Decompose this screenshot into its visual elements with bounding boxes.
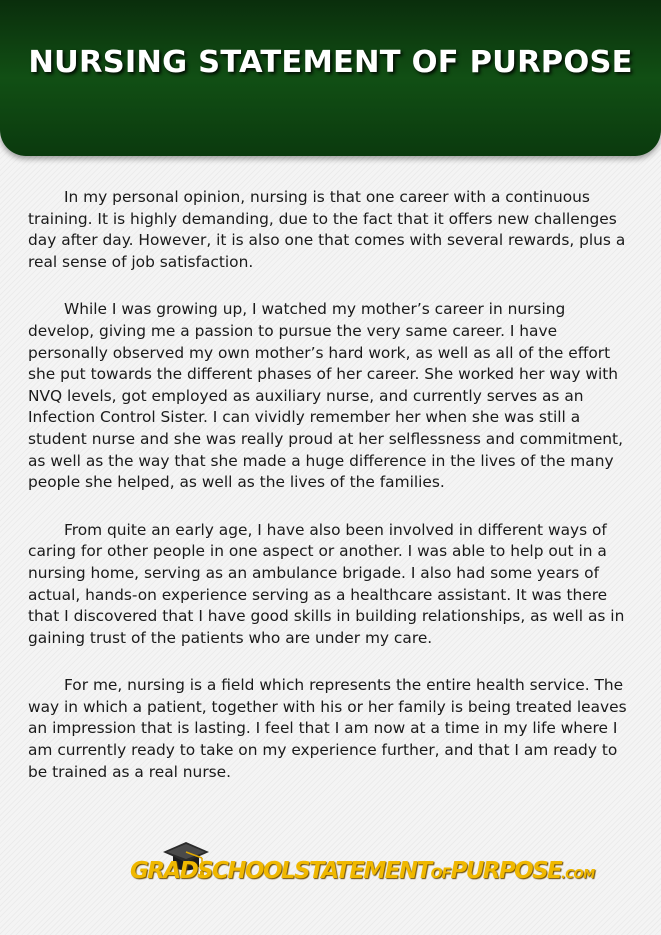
paragraph: From quite an early age, I have also been involved in different ways of caring for other people in one aspect or another. I was able to help out in a nursing home, serving as an ambulance brigade. I also had some years of actual, hands-on experience serving as a healthcare assistant. It was there that I discovered that I have good skills in building relationships, as well as in gaining trust of the patients who are under my care. (28, 520, 625, 647)
statement-body (28, 187, 636, 809)
logo-part-domain: .COM (561, 867, 595, 881)
site-logo[interactable] (0, 832, 661, 902)
paragraph: In my personal opinion, nursing is that one career with a continuous training. It is highly demanding, due to the fact that it offers new challenges day after day. However, it is also one that comes with several rewards, plus a real sense of job satisfaction. (28, 188, 626, 271)
page-title: NURSING STATEMENT OF PURPOSE (28, 45, 633, 80)
paragraph: For me, nursing is a field which represents the entire health service. The way in which a patient, together with his or her family is being treated leaves an impression that is lasting. I feel that I am now at a time in my life where I am currently ready to take on my experience further, and that I am ready to be trained as a real nurse. (28, 676, 627, 781)
logo-part-of: OF (430, 866, 451, 882)
logo-wordmark (130, 858, 595, 884)
logo-part-purpose: PURPOSE (450, 858, 562, 884)
logo-part-school: SCHOOL (197, 858, 294, 884)
paragraph: While I was growing up, I watched my mother’s career in nursing develop, giving me a passion to pursue the very same career. I have personally observed my own mother’s hard work, as well as all of the effort she put towards the different phases of her career. She worked her way with NVQ levels, got employed as auxiliary nurse, and currently serves as an Infection Control Sister. I can vividly remember her when she was still a student nurse and she was really proud at her selflessness and commitment, as well as the way that she made a huge difference in the lives of the many people she helped, as well as the lives of the families. (28, 300, 623, 492)
logo-part-statement: STATEMENT (293, 858, 431, 884)
page-header (0, 0, 661, 156)
logo-part-grad: GRAD (130, 858, 198, 884)
